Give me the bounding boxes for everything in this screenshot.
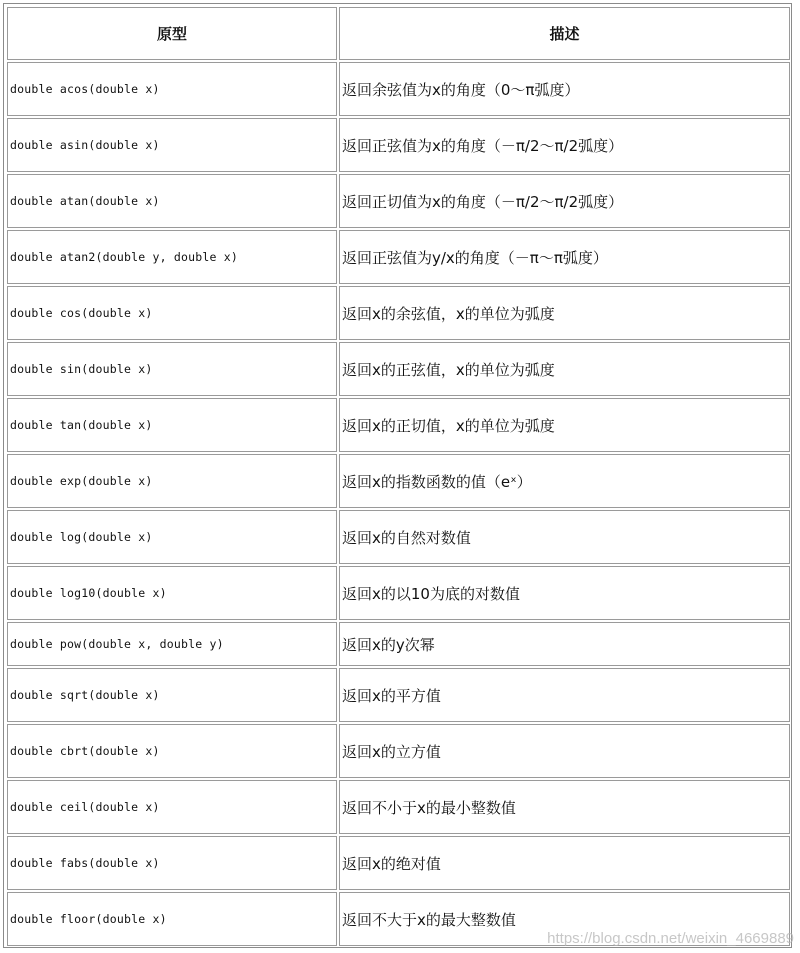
table-row [7,398,790,452]
table-row [7,342,790,396]
table-row [7,510,790,564]
table-row [7,62,790,116]
prototype-cell: double cos(double x) [7,286,337,340]
table-row [7,668,790,722]
prototype-cell: double atan2(double y, double x) [7,230,337,284]
table-row [7,286,790,340]
prototype-cell: double acos(double x) [7,62,337,116]
description-cell: 返回x的指数函数的值（eˣ） [339,454,790,508]
description-cell: 返回x的正弦值，x的单位为弧度 [339,342,790,396]
description-cell: 返回x的y次幂 [339,622,790,666]
table-row [7,230,790,284]
prototype-cell: double fabs(double x) [7,836,337,890]
prototype-cell: double tan(double x) [7,398,337,452]
description-cell: 返回余弦值为x的角度（0～π弧度） [339,62,790,116]
description-cell: 返回x的自然对数值 [339,510,790,564]
table-header-row [7,7,790,60]
description-cell: 返回x的以10为底的对数值 [339,566,790,620]
description-cell: 返回正切值为x的角度（－π/2～π/2弧度） [339,174,790,228]
table-row [7,118,790,172]
prototype-cell: double log10(double x) [7,566,337,620]
watermark: https://blog.csdn.net/weixin_4669889 [547,930,794,947]
description-cell: 返回x的绝对值 [339,836,790,890]
prototype-cell: double sqrt(double x) [7,668,337,722]
table-row [7,724,790,778]
prototype-cell: double atan(double x) [7,174,337,228]
header-description: 描述 [339,7,790,60]
description-cell: 返回不大于x的最大整数值 [339,892,790,946]
description-cell: 返回正弦值为x的角度（－π/2～π/2弧度） [339,118,790,172]
prototype-cell: double floor(double x) [7,892,337,946]
prototype-cell: double cbrt(double x) [7,724,337,778]
description-cell: 返回x的立方值 [339,724,790,778]
prototype-cell: double ceil(double x) [7,780,337,834]
table-row [7,566,790,620]
header-prototype: 原型 [7,7,337,60]
math-functions-table [5,5,792,948]
description-cell: 返回x的正切值，x的单位为弧度 [339,398,790,452]
prototype-cell: double log(double x) [7,510,337,564]
prototype-cell: double sin(double x) [7,342,337,396]
table-row [7,454,790,508]
description-cell: 返回正弦值为y/x的角度（－π～π弧度） [339,230,790,284]
prototype-cell: double asin(double x) [7,118,337,172]
table-row [7,622,790,666]
prototype-cell: double pow(double x, double y) [7,622,337,666]
description-cell: 返回x的余弦值，x的单位为弧度 [339,286,790,340]
table-row [7,174,790,228]
table-row [7,836,790,890]
prototype-cell: double exp(double x) [7,454,337,508]
table-row [7,780,790,834]
description-cell: 返回x的平方值 [339,668,790,722]
description-cell: 返回不小于x的最小整数值 [339,780,790,834]
